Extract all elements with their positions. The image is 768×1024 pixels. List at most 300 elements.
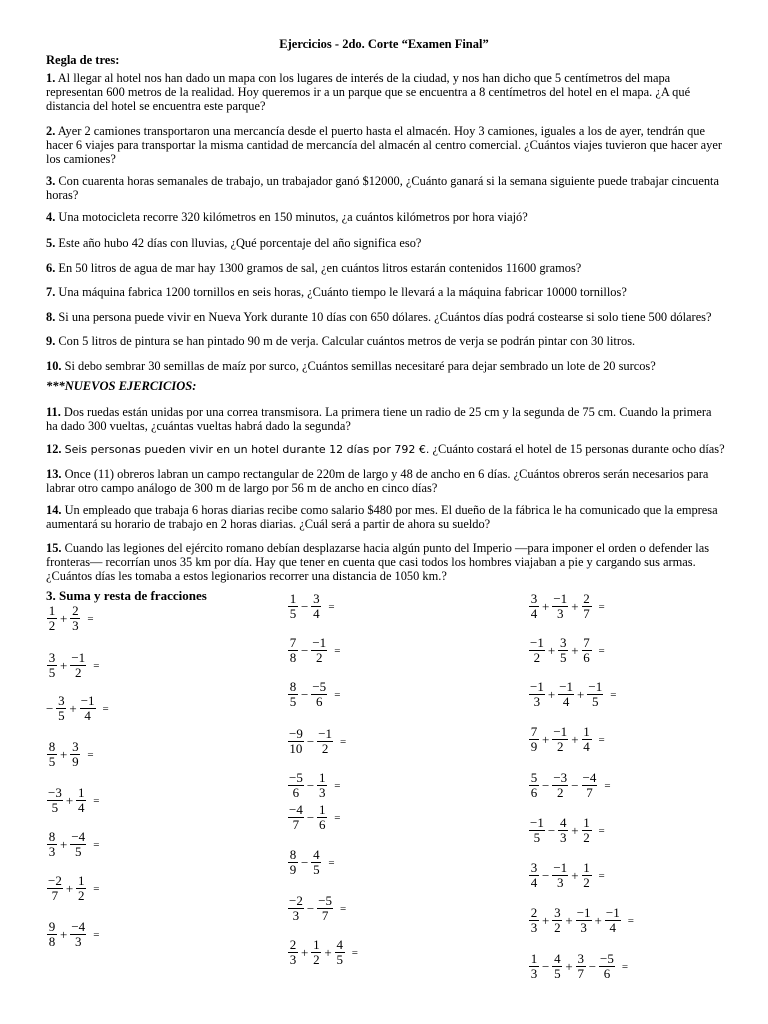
denominator: 4	[530, 875, 538, 890]
operator: +	[571, 867, 579, 883]
denominator: 9	[72, 754, 79, 769]
fraction-expression	[287, 680, 340, 709]
operator: +	[542, 731, 550, 747]
denominator: 3	[557, 875, 564, 890]
numerator: 1	[318, 770, 326, 785]
numerator: 4	[313, 847, 320, 862]
numerator: 9	[48, 919, 56, 934]
denominator: 7	[583, 606, 590, 621]
numerator: −1	[553, 724, 568, 739]
denominator: 3	[559, 830, 567, 845]
denominator: 2	[313, 952, 320, 967]
fraction	[582, 636, 592, 665]
denominator: 3	[530, 966, 538, 981]
operator: +	[577, 686, 585, 702]
operator: +	[60, 746, 68, 762]
operator: +	[301, 944, 309, 960]
fraction-expression	[528, 906, 634, 935]
numerator: −4	[289, 802, 303, 817]
denominator: 5	[313, 862, 320, 877]
numerator: 4	[554, 951, 561, 966]
section-rule-of-three: Regla de tres:	[46, 53, 120, 67]
fraction	[582, 592, 592, 621]
numerator: 3	[554, 905, 561, 920]
denominator: 9	[530, 739, 538, 754]
denominator: 2	[316, 650, 323, 665]
fraction	[599, 952, 615, 981]
numerator: −4	[71, 919, 86, 934]
exercise-9: 9. Con 5 litros de pintura se han pintado 90 m de verja. Calcular cuántos metros de verja se podrán pintar con 30 litros.	[46, 334, 636, 348]
leading-sign: −	[46, 700, 54, 716]
numerator: 2	[583, 591, 590, 606]
operator: +	[65, 880, 74, 896]
denominator: 4	[583, 739, 590, 754]
fraction	[311, 848, 321, 877]
denominator: 8	[48, 934, 56, 949]
denominator: 5	[554, 966, 561, 981]
fraction	[529, 861, 539, 890]
numerator: 8	[48, 829, 56, 844]
fraction	[70, 830, 86, 859]
fraction	[288, 894, 304, 923]
operator: +	[60, 657, 68, 673]
numerator: 4	[559, 815, 567, 830]
fraction	[529, 636, 545, 665]
fraction	[317, 894, 333, 923]
numerator: −9	[289, 726, 303, 741]
fraction-expression	[528, 680, 616, 709]
fraction-expression	[528, 636, 605, 665]
equals-sign: =	[328, 856, 335, 869]
numerator: −2	[48, 873, 62, 888]
fraction	[311, 636, 327, 665]
equals-sign: =	[87, 612, 94, 625]
numerator: −1	[312, 635, 327, 650]
numerator: −4	[71, 829, 86, 844]
fraction	[582, 725, 592, 754]
fraction	[70, 604, 80, 633]
exercise-11: 11. Dos ruedas están unidas por una correa transmisora. La primera tiene un radio de 25 cm y la segunda de 75 cm. Cuando la primera ha dado 300 vueltas, ¿cuántas vueltas habrá dado la segunda?	[46, 405, 712, 433]
operator: −	[542, 958, 550, 974]
operator: −	[306, 809, 315, 825]
equals-sign: =	[328, 600, 335, 613]
fraction	[288, 771, 304, 800]
denominator: 4	[609, 920, 617, 935]
fraction	[288, 592, 298, 621]
fraction	[76, 874, 86, 903]
operator: +	[565, 958, 573, 974]
fraction	[311, 938, 321, 967]
fraction-expression	[528, 861, 605, 890]
denominator: 5	[75, 844, 82, 859]
fraction	[529, 725, 539, 754]
operator: +	[60, 610, 68, 626]
numerator: 1	[77, 873, 85, 888]
fraction	[558, 636, 568, 665]
operator: −	[306, 733, 315, 749]
fraction	[47, 920, 57, 949]
fractions-title: 3. Suma y resta de fracciones	[46, 588, 207, 603]
denominator: 10	[289, 741, 303, 756]
operator: −	[306, 900, 315, 916]
fraction-expression	[46, 740, 94, 769]
operator: +	[60, 836, 68, 852]
operator: +	[547, 642, 556, 658]
fraction-expression	[46, 920, 99, 949]
fraction-expression	[528, 952, 628, 981]
fraction-expression	[528, 816, 605, 845]
equals-sign: =	[598, 644, 605, 657]
fraction	[317, 771, 327, 800]
numerator: 2	[530, 905, 538, 920]
fraction-expression	[287, 938, 358, 967]
operator: +	[542, 598, 550, 614]
fraction	[288, 636, 298, 665]
equals-sign: =	[93, 882, 100, 895]
exercise-14: 14. Un empleado que trabaja 6 horas diarias recibe como salario $480 por mes. El dueño de la fábrica le ha comunicado que la empresa aumentará su horario de trabajo en 2 horas diarias. ¿Cuál será a partir de ahora su sueldo?	[46, 503, 718, 531]
fraction	[70, 920, 86, 949]
denominator: 2	[77, 888, 85, 903]
numerator: 3	[559, 635, 567, 650]
numerator: 3	[577, 951, 584, 966]
fraction-expression	[46, 604, 94, 633]
denominator: 4	[313, 606, 320, 621]
denominator: 7	[321, 908, 329, 923]
numerator: 3	[530, 860, 538, 875]
equals-sign: =	[93, 928, 100, 941]
operator: +	[571, 598, 579, 614]
equals-sign: =	[102, 702, 109, 715]
numerator: −1	[530, 815, 544, 830]
fraction	[576, 952, 586, 981]
exercise-5: 5. Este año hubo 42 días con lluvias, ¿Qué porcentaje del año significa eso?	[46, 236, 422, 250]
equals-sign: =	[334, 779, 341, 792]
denominator: 2	[75, 665, 82, 680]
numerator: −2	[289, 893, 303, 908]
operator: +	[324, 944, 332, 960]
equals-sign: =	[334, 688, 341, 701]
fraction	[605, 906, 621, 935]
numerator: −1	[553, 860, 568, 875]
exercise-1: 1. Al llegar al hotel nos han dado un mapa con los lugares de interés de la ciudad, y nos han dicho que 5 centímetros del mapa representan 600 metros de la realidad. Hoy queremos ir a un parque que se encuentra a 8 centímetros del hotel en el mapa. ¿A qué distancia del hotel se encuentra este parque?	[46, 71, 691, 113]
fraction	[317, 727, 333, 756]
fraction	[288, 938, 298, 967]
denominator: 5	[559, 650, 567, 665]
numerator: −5	[289, 770, 303, 785]
numerator: −1	[530, 635, 544, 650]
fraction-expression	[46, 651, 99, 680]
denominator: 2	[554, 920, 561, 935]
fraction-expression	[528, 771, 611, 800]
denominator: 3	[75, 934, 82, 949]
fraction	[70, 651, 86, 680]
fraction-expression	[287, 848, 335, 877]
fraction-expression	[46, 874, 99, 903]
fraction	[47, 874, 63, 903]
denominator: 7	[586, 785, 593, 800]
fraction	[552, 725, 568, 754]
denominator: 3	[72, 618, 79, 633]
section-new-exercises: ***NUEVOS EJERCICIOS:	[46, 379, 197, 393]
numerator: 8	[289, 679, 297, 694]
denominator: 3	[289, 952, 297, 967]
denominator: 3	[557, 606, 564, 621]
fraction	[529, 771, 539, 800]
fraction	[47, 740, 57, 769]
fraction-expression	[287, 592, 335, 621]
operator: −	[588, 958, 597, 974]
operator: −	[306, 777, 315, 793]
fraction	[56, 694, 66, 723]
page-title: Ejercicios - 2do. Corte “Examen Final”	[279, 37, 489, 51]
operator: −	[571, 777, 579, 793]
numerator: 7	[289, 635, 297, 650]
equals-sign: =	[334, 811, 341, 824]
denominator: 2	[583, 830, 590, 845]
denominator: 5	[336, 952, 343, 967]
denominator: 7	[577, 966, 584, 981]
denominator: 4	[530, 606, 538, 621]
numerator: −1	[318, 726, 333, 741]
numerator: 3	[313, 591, 320, 606]
numerator: 1	[289, 591, 297, 606]
operator: +	[547, 686, 556, 702]
numerator: −3	[553, 770, 568, 785]
operator: +	[565, 912, 573, 928]
numerator: 8	[289, 847, 297, 862]
denominator: 2	[321, 741, 329, 756]
operator: +	[571, 822, 579, 838]
numerator: −1	[559, 679, 574, 694]
operator: +	[571, 731, 579, 747]
exercise-2: 2. Ayer 2 camiones transportaron una mercancía desde el puerto hasta el almacén. Hoy 3 camiones, iguales a los de ayer, tendrán que hacer 6 viajes para transportar la misma cantidad de mercancía del almacén al centro comercial. ¿Cuántos viajes tuvieron que hacer ayer los camiones?	[46, 124, 722, 166]
numerator: −1	[80, 693, 95, 708]
operator: −	[301, 686, 309, 702]
denominator: 4	[77, 800, 85, 815]
fraction	[552, 592, 568, 621]
denominator: 6	[316, 694, 323, 709]
denominator: 5	[48, 754, 56, 769]
exercise-10: 10. Si debo sembrar 30 semillas de maíz por surco, ¿Cuántos semillas necesitaré para dejar sembrado un lote de 20 surcos?	[46, 359, 656, 373]
fraction	[317, 803, 327, 832]
fraction	[47, 830, 57, 859]
numerator: 8	[48, 739, 56, 754]
fraction	[552, 906, 562, 935]
denominator: 2	[557, 785, 564, 800]
denominator: 2	[583, 875, 590, 890]
fraction	[529, 680, 545, 709]
fraction	[582, 816, 592, 845]
fraction	[529, 952, 539, 981]
numerator: 1	[583, 860, 590, 875]
numerator: 3	[72, 739, 79, 754]
denominator: 7	[51, 888, 59, 903]
numerator: 1	[583, 815, 590, 830]
numerator: 7	[530, 724, 538, 739]
numerator: 7	[583, 635, 590, 650]
fraction-expression	[287, 771, 340, 800]
exercise-13: 13. Once (11) obreros labran un campo rectangular de 220m de largo y 48 de ancho en 6 días. ¿Cuántos obreros serán necesarios para labrar otro campo análogo de 300 m de largo por 56 m de ancho en cinco días?	[46, 467, 709, 495]
exercise-12: 12. Seis personas pueden vivir en un hotel durante 12 días por 792 €. ¿Cuánto costará el hotel de 15 personas durante ocho días?	[46, 442, 725, 456]
fraction	[529, 816, 545, 845]
denominator: 9	[289, 862, 297, 877]
operator: +	[65, 792, 74, 808]
operator: −	[301, 642, 309, 658]
numerator: 3	[48, 650, 56, 665]
numerator: 3	[58, 693, 65, 708]
operator: +	[594, 912, 602, 928]
fraction-expression	[46, 694, 109, 723]
denominator: 5	[48, 665, 56, 680]
fraction-expression	[287, 803, 340, 832]
fraction	[288, 680, 298, 709]
fraction	[552, 771, 568, 800]
fraction	[47, 786, 63, 815]
fraction	[47, 651, 57, 680]
numerator: −1	[605, 905, 620, 920]
fraction-expression	[46, 786, 99, 815]
fraction	[311, 592, 321, 621]
fraction	[70, 740, 80, 769]
equals-sign: =	[621, 960, 629, 973]
fraction	[529, 592, 539, 621]
fraction	[80, 694, 96, 723]
numerator: 1	[48, 603, 56, 618]
numerator: 3	[530, 591, 538, 606]
numerator: −5	[318, 893, 333, 908]
fraction	[552, 952, 562, 981]
numerator: 1	[77, 785, 85, 800]
denominator: 3	[533, 694, 541, 709]
numerator: 2	[289, 937, 297, 952]
fraction	[288, 803, 304, 832]
fraction	[582, 771, 598, 800]
equals-sign: =	[93, 838, 100, 851]
numerator: 1	[313, 937, 320, 952]
operator: +	[542, 912, 550, 928]
fraction	[311, 680, 327, 709]
fraction-expression	[528, 592, 605, 621]
exercise-3: 3. Con cuarenta horas semanales de trabajo, un trabajador ganó $12000, ¿Cuánto ganará si la semana siguiente puede trabajar cincuenta horas?	[46, 174, 719, 202]
fraction	[335, 938, 345, 967]
fraction-expression	[287, 894, 346, 923]
operator: +	[60, 926, 68, 942]
denominator: 2	[48, 618, 56, 633]
fraction	[552, 861, 568, 890]
fraction	[288, 848, 298, 877]
equals-sign: =	[604, 779, 611, 792]
numerator: −1	[530, 679, 544, 694]
exercise-4: 4. Una motocicleta recorre 320 kilómetros en 150 minutos, ¿a cuántos kilómetros por hora viajó?	[46, 210, 528, 224]
fraction-expression	[46, 830, 99, 859]
equals-sign: =	[334, 644, 341, 657]
denominator: 6	[292, 785, 300, 800]
numerator: −1	[71, 650, 86, 665]
denominator: 2	[557, 739, 564, 754]
equals-sign: =	[87, 748, 94, 761]
fraction	[529, 906, 539, 935]
exercise-7: 7. Una máquina fabrica 1200 tornillos en seis horas, ¿Cuánto tiempo le llevará a la máquina fabricar 10000 tornillos?	[46, 285, 627, 299]
operator: −	[301, 854, 309, 870]
denominator: 3	[530, 920, 538, 935]
numerator: 2	[72, 603, 79, 618]
operator: −	[542, 867, 550, 883]
exercise-15: 15. Cuando las legiones del ejército romano debían desplazarse hacia algún punto del Imperio —para imponer el orden o defender las fronteras— recorrían unos 35 km por día. Hay que tener en cuenta que casi todos los hombres viajaban a pie y cargando sus armas. ¿Cuántos días les tomaba a estos legionarios recorrer una distancia de 1050 km.?	[46, 541, 710, 583]
equals-sign: =	[340, 735, 347, 748]
equals-sign: =	[627, 914, 634, 927]
denominator: 3	[580, 920, 587, 935]
numerator: 4	[336, 937, 343, 952]
operator: −	[542, 777, 550, 793]
fraction	[558, 816, 568, 845]
numerator: 1	[318, 802, 326, 817]
numerator: −1	[588, 679, 603, 694]
fraction-expression	[287, 636, 340, 665]
numerator: −5	[600, 951, 614, 966]
equals-sign: =	[610, 688, 617, 701]
denominator: 8	[289, 650, 297, 665]
denominator: 3	[318, 785, 326, 800]
numerator: 1	[583, 724, 590, 739]
denominator: 3	[48, 844, 56, 859]
operator: +	[571, 642, 579, 658]
fraction	[288, 727, 304, 756]
denominator: 5	[592, 694, 599, 709]
operator: −	[301, 598, 309, 614]
denominator: 6	[603, 966, 611, 981]
numerator: −4	[582, 770, 597, 785]
denominator: 2	[533, 650, 541, 665]
denominator: 5	[289, 694, 297, 709]
equals-sign: =	[598, 600, 605, 613]
numerator: −3	[48, 785, 62, 800]
equals-sign: =	[340, 902, 347, 915]
denominator: 3	[292, 908, 300, 923]
fraction-expression	[287, 727, 346, 756]
equals-sign: =	[93, 794, 100, 807]
denominator: 5	[58, 708, 65, 723]
numerator: −1	[553, 591, 568, 606]
fraction	[576, 906, 592, 935]
numerator: −5	[312, 679, 327, 694]
equals-sign: =	[598, 733, 605, 746]
fraction	[76, 786, 86, 815]
numerator: 5	[530, 770, 538, 785]
denominator: 4	[84, 708, 91, 723]
exercise-6: 6. En 50 litros de agua de mar hay 1300 gramos de sal, ¿en cuántos litros estarán contenidos 11600 gramos?	[46, 261, 582, 275]
denominator: 6	[530, 785, 538, 800]
operator: +	[69, 700, 77, 716]
denominator: 5	[289, 606, 297, 621]
exercise-8: 8. Si una persona puede vivir en Nueva York durante 10 días con 650 dólares. ¿Cuántos días podrá costearse si solo tiene 500 dólares?	[46, 310, 712, 324]
denominator: 6	[318, 817, 326, 832]
fraction	[587, 680, 603, 709]
numerator: −1	[576, 905, 591, 920]
denominator: 6	[583, 650, 590, 665]
denominator: 5	[51, 800, 59, 815]
fraction-expression	[528, 725, 605, 754]
denominator: 5	[533, 830, 541, 845]
equals-sign: =	[598, 824, 605, 837]
fraction	[558, 680, 574, 709]
fraction	[582, 861, 592, 890]
numerator: 1	[530, 951, 538, 966]
equals-sign: =	[93, 659, 100, 672]
denominator: 7	[292, 817, 300, 832]
equals-sign: =	[598, 869, 605, 882]
operator: −	[547, 822, 556, 838]
equals-sign: =	[351, 946, 358, 959]
